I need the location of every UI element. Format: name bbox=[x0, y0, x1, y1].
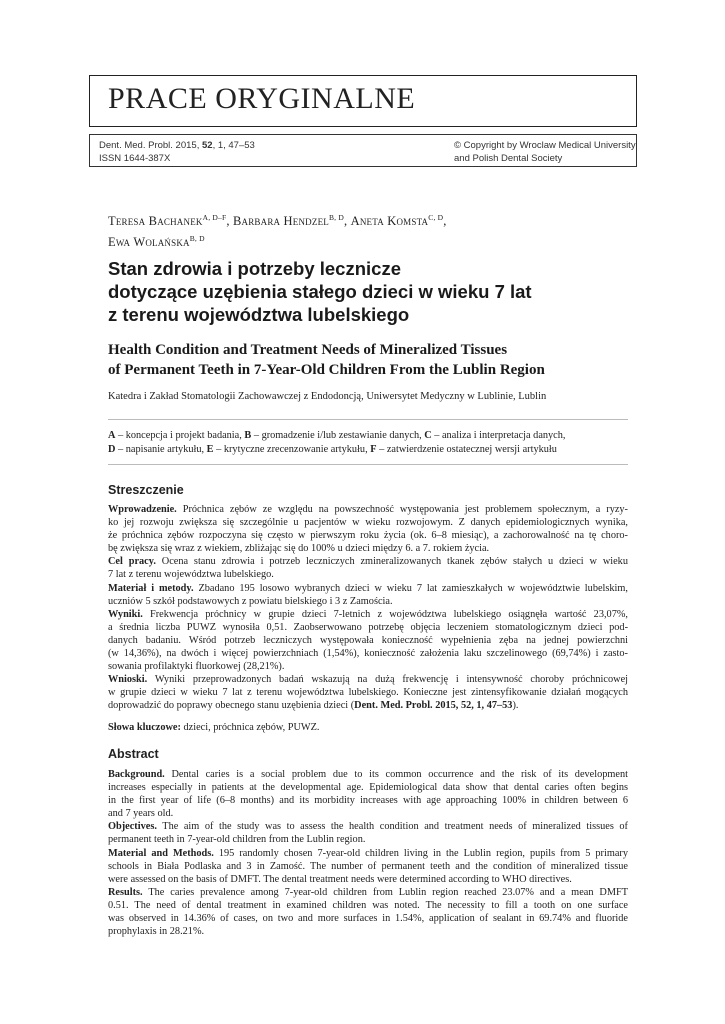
role-key: E bbox=[206, 444, 214, 455]
text-line bbox=[108, 673, 628, 686]
line-text: że próchnica zębów rozpoczyna się często w pierwszym roku życia (ok. 6–8 miesiąc), a zachorowalność na tę choro- bbox=[108, 530, 628, 542]
author-contribution: A, D–F bbox=[202, 213, 227, 222]
text-line bbox=[108, 608, 628, 621]
role-text: – zatwierdzenie ostatecznej wersji artykułu bbox=[376, 444, 557, 455]
text-line bbox=[108, 847, 628, 860]
abstract-body bbox=[108, 768, 628, 938]
abstract-heading: Abstract bbox=[108, 747, 159, 761]
article-title-english bbox=[108, 340, 628, 380]
citation: Dent. Med. Probl. 2015, 52, 1, 47–53 bbox=[354, 700, 513, 712]
text-line bbox=[108, 647, 628, 660]
section-label: Materiał i metody. bbox=[108, 582, 194, 594]
section-title: PRACE ORYGINALNE bbox=[108, 82, 416, 115]
section-label: Results. bbox=[108, 886, 143, 898]
section-label: Wyniki. bbox=[108, 608, 143, 620]
publication-meta-box bbox=[89, 134, 637, 167]
text-line bbox=[108, 794, 628, 807]
line-text: w grupie dzieci w wieku 7 lat z terenu województwa lubelskiego. Konieczne jest zintensyfikowanie działań mogących bbox=[108, 687, 628, 699]
text-line bbox=[108, 503, 628, 516]
title-line: Stan zdrowia i potrzeby lecznicze bbox=[108, 258, 401, 279]
text-line bbox=[108, 886, 628, 899]
text-line bbox=[108, 660, 628, 673]
line-text: and 7 years old. bbox=[108, 808, 174, 820]
text-line bbox=[108, 529, 628, 542]
text-line bbox=[108, 621, 628, 634]
text-line bbox=[108, 582, 628, 595]
line-text: in the first year of life (6–8 months) and its morbidity increases with age approaching 100% in children between 6 bbox=[108, 795, 628, 807]
line-text: (w 14,36%), na dwóch i więcej powierzchniach (1,54%), konieczność założenia laku szczelinowego (69,74%) i zasto- bbox=[108, 648, 628, 660]
role-text: – analiza i interpretacja danych, bbox=[431, 430, 566, 441]
text-line bbox=[108, 768, 628, 781]
text-line bbox=[108, 833, 628, 846]
author-contribution: B, D bbox=[328, 213, 344, 222]
author-name: Barbara Hendzel bbox=[232, 214, 329, 229]
issn: ISSN 1644-387X bbox=[99, 153, 171, 164]
author-contribution: C, D bbox=[428, 213, 444, 222]
line-text: The caries prevalence among 7-year-old children from Lublin region reached 23.07% and a mean DMFT bbox=[142, 886, 628, 898]
journal-issue-pages: , 1, 47–53 bbox=[212, 140, 255, 151]
section-label: Objectives. bbox=[108, 821, 157, 833]
line-text: permanent teeth in 7-year-old children from the Lublin region. bbox=[108, 834, 366, 846]
line-text: was observed in 14.36% of cases, on two and more surfaces in 1.54%, application of sealant in 69.74% and fluoride bbox=[108, 913, 628, 925]
copyright-line-2: and Polish Dental Society bbox=[454, 153, 563, 164]
title-line: z terenu województwa lubelskiego bbox=[108, 304, 410, 325]
role-key: F bbox=[370, 444, 377, 455]
line-text: doprowadzić do poprawy obecnego stanu uzębienia dzieci ( bbox=[108, 700, 355, 712]
keywords-text: dzieci, próchnica zębów, PUWZ. bbox=[180, 722, 320, 733]
role-key: D bbox=[108, 444, 116, 455]
text-line bbox=[108, 595, 628, 608]
text-line bbox=[108, 912, 628, 925]
line-text: danych badaniu. Wśród potrzeb leczniczych występowała konieczność wypełnienia zęba na jednej powierzchni bbox=[108, 634, 628, 646]
line-text: schools in Biała Podlaska and 3 in Zamość. The number of permanent teeth and the condition of mineralized tissue bbox=[108, 860, 628, 872]
author-list: Teresa Bachanek$^{A, D-F}$, Barbara Hendzel$^{B, D}$, Aneta Komsta$^{C, D}$, Ewa Wolańska$^{B, D}$ bbox=[108, 213, 447, 250]
affiliation: Katedra i Zakład Stomatologii Zachowawczej z Endodoncją, Uniwersytet Medyczny w Lublinie, Lublin bbox=[108, 391, 547, 402]
role-key: B bbox=[244, 430, 252, 441]
line-text: uczniów 5 szkół podstawowych z powiatu bielskiego i 3 z Zamościa. bbox=[108, 595, 393, 607]
section-header-box bbox=[89, 75, 637, 127]
journal-name: Dent. Med. Probl. 2015, bbox=[99, 140, 200, 151]
text-line bbox=[108, 820, 628, 833]
section-label: Background. bbox=[108, 769, 165, 780]
title-line: of Permanent Teeth in 7-Year-Old Children From the Lublin Region bbox=[108, 362, 545, 378]
author-contribution: B, D bbox=[189, 234, 205, 244]
keywords-label: Słowa kluczowe: bbox=[108, 722, 181, 733]
text-line bbox=[108, 516, 628, 529]
text-line bbox=[108, 899, 628, 912]
line-text: Ocena stanu zdrowia i potrzeb leczniczych zmineralizowanych tkanek zębów stałych u dzieci w wieku bbox=[155, 556, 628, 568]
text-line bbox=[108, 873, 628, 886]
line-text: 195 randomly chosen 7-year-old children living in the Lublin region, pupils from 5 primary bbox=[213, 847, 628, 859]
author-name: Ewa Wolańska bbox=[108, 235, 190, 250]
streszczenie-body bbox=[108, 503, 628, 713]
line-text: Zbadano 195 losowo wybranych dzieci w wieku 7 lat zamieszkałych w województwie lubelskim, bbox=[193, 582, 628, 594]
line-text: were assessed on the basis of DMFT. The dental treatment needs were determined according to WHO directives. bbox=[108, 873, 572, 885]
role-key: C bbox=[424, 430, 432, 441]
role-text: – krytyczne zrecenzowanie artykułu, bbox=[213, 444, 371, 455]
streszczenie-heading: Streszczenie bbox=[108, 483, 184, 497]
text-line bbox=[108, 568, 628, 581]
divider bbox=[108, 464, 628, 465]
text-line bbox=[108, 807, 628, 820]
role-text: – koncepcja i projekt badania, bbox=[115, 430, 245, 441]
role-text: – napisanie artykułu, bbox=[115, 444, 207, 455]
line-text: prophylaxis in 28.21%. bbox=[108, 926, 205, 938]
section-label: Material and Methods. bbox=[108, 847, 214, 859]
divider bbox=[108, 419, 628, 420]
line-text: Próchnica zębów ze względu na powszechność występowania jest problemem społecznym, a ryzy- bbox=[176, 504, 628, 515]
keywords bbox=[108, 721, 628, 734]
author-name: Teresa Bachanek bbox=[108, 214, 203, 229]
line-text: increases especially in patients at the developmental age. Epidemiological data show that dental caries often begins bbox=[108, 782, 628, 794]
line-text: Dental caries is a social problem due to its common occurrence and the risk of its development bbox=[164, 769, 628, 780]
text-line bbox=[108, 925, 628, 938]
text-line bbox=[108, 542, 628, 555]
section-label: Wnioski. bbox=[108, 674, 148, 686]
section-label: Cel pracy. bbox=[108, 556, 156, 568]
section-label: Wprowadzenie. bbox=[108, 504, 177, 515]
text-line bbox=[108, 721, 628, 734]
text-line bbox=[108, 699, 628, 712]
copyright-line-1: © Copyright by Wroclaw Medical University bbox=[454, 140, 636, 151]
role-text: – gromadzenie i/lub zestawianie danych, bbox=[251, 430, 425, 441]
line-text: Wyniki przeprowadzonych badań wskazują na dużą frekwencję i intensywność choroby próchnicowej bbox=[147, 674, 628, 686]
journal-info bbox=[99, 139, 255, 165]
line-text: ). bbox=[512, 700, 519, 712]
title-line: dotyczące uzębienia stałego dzieci w wieku 7 lat bbox=[108, 281, 532, 302]
author-name: Aneta Komsta bbox=[350, 214, 429, 229]
title-line: Health Condition and Treatment Needs of Mineralized Tissues bbox=[108, 342, 508, 358]
line-text: Frekwencja próchnicy w grupie dzieci 7-letnich z województwa lubelskiego osiągnęła wartość 23,07%, bbox=[142, 608, 628, 620]
line-text: bę zwiększa się wraz z wiekiem, zbliżając się do 100% u dzieci między 6. a 7. rokiem życia. bbox=[108, 543, 490, 555]
journal-volume: 52 bbox=[201, 140, 213, 151]
text-line bbox=[108, 781, 628, 794]
text-line bbox=[108, 860, 628, 873]
text-line bbox=[108, 686, 628, 699]
line-text: 0.51. The need of dental treatment in examined children was noted. The necessity to fill a tooth on one surface bbox=[108, 899, 628, 911]
line-text: ko jej rozwoju zwiększa się szczególnie u pacjentów w wieku rozwojowym. Z danych epidemiologicznych wynika, bbox=[108, 517, 628, 529]
line-text: The aim of the study was to assess the health condition and treatment needs of mineralized tissues of bbox=[156, 821, 628, 833]
role-key: A bbox=[108, 430, 116, 441]
line-text: 7 lat z terenu województwa lubelskiego. bbox=[108, 569, 274, 581]
text-line bbox=[108, 555, 628, 568]
contribution-legend bbox=[108, 429, 628, 457]
article-title-polish bbox=[108, 257, 628, 326]
copyright-info bbox=[454, 139, 636, 165]
line-text: a średnia liczba PUWZ wynosiła 0,51. Zaobserwowano potrzebę objęcia leczeniem stomatologicznym dzieci pod- bbox=[108, 621, 628, 633]
text-line bbox=[108, 634, 628, 647]
line-text: sowania profilaktyki fluorkowej (28,21%). bbox=[108, 661, 285, 673]
